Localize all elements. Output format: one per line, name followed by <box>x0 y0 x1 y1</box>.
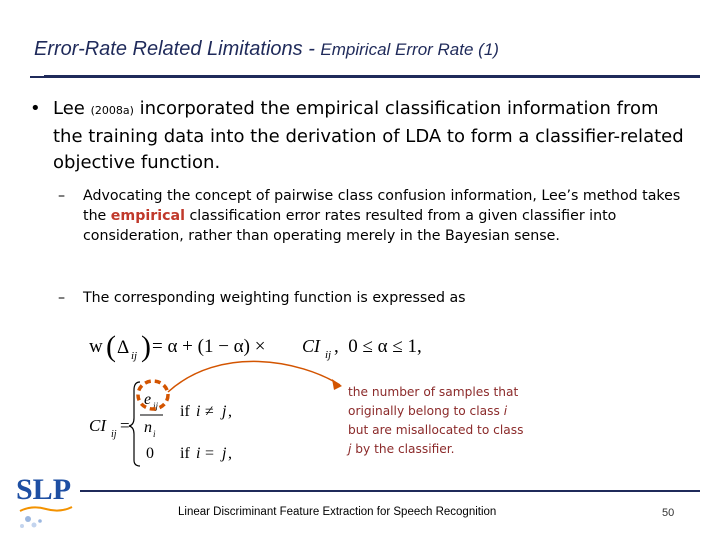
annotation-line-2-text: originally belong to class <box>348 404 504 418</box>
svg-text:j: j <box>222 445 227 462</box>
svg-text:ij: ij <box>325 349 332 361</box>
svg-text:if: if <box>180 445 190 462</box>
logo-text: SLP <box>16 473 72 506</box>
svg-text:ij: ij <box>131 350 138 362</box>
slide-title-sub: Empirical Error Rate (1) <box>320 40 499 59</box>
sub-bullet-marker: – <box>58 290 66 306</box>
annotation-arrowhead <box>332 379 342 390</box>
svg-text:,: , <box>228 403 232 420</box>
svg-text:Δ: Δ <box>117 337 130 358</box>
page-number: 50 <box>662 507 675 519</box>
svg-text:0: 0 <box>146 445 154 462</box>
svg-text:ij: ij <box>111 429 117 440</box>
annotation-var-i: i <box>503 404 508 418</box>
annotation-line-1: the number of samples that <box>348 385 519 399</box>
annotation-line-3: but are misallocated to class <box>348 423 524 437</box>
sub-bullet-1-after: classification error rates resulted from a given classifier into consideration, rather than operating merely in the Bayesian sense. <box>83 208 617 244</box>
svg-text:,: , <box>228 445 232 462</box>
svg-text:≠: ≠ <box>205 403 214 420</box>
weighting-function-formula <box>89 330 422 363</box>
bullet-marker: • <box>30 98 41 119</box>
sub-bullet-1-before: Advocating the concept of pairwise class confusion information, Lee’s method takes the <box>83 188 681 224</box>
footer-rule <box>80 490 700 492</box>
svg-text:, 0 ≤ α ≤ 1,: , 0 ≤ α ≤ 1, <box>334 336 422 357</box>
svg-text:n: n <box>144 419 152 436</box>
svg-text:=: = <box>205 445 215 462</box>
svg-text:(: ( <box>106 330 116 363</box>
svg-text:i: i <box>196 403 201 420</box>
annotation-var-j: j <box>348 442 352 456</box>
bullet-1-year: (2008a) <box>90 104 134 117</box>
annotation-line-4-text: by the classifier. <box>351 442 455 456</box>
highlight-empirical: empirical <box>110 208 185 224</box>
svg-text:i: i <box>153 429 156 439</box>
annotation-line-4 <box>348 440 548 459</box>
svg-text:=: = <box>120 416 130 435</box>
slide-title-main: Error-Rate Related Limitations - <box>34 38 321 60</box>
ci-definition-formula <box>89 382 232 466</box>
svg-text:ij: ij <box>153 401 159 411</box>
svg-text:j: j <box>222 403 227 420</box>
annotation-note <box>348 383 548 459</box>
svg-text:e: e <box>144 391 152 408</box>
annotation-arrow <box>168 361 340 392</box>
footer-text: Linear Discriminant Feature Extraction for Speech Recognition <box>178 506 497 518</box>
slp-logo <box>14 463 76 533</box>
svg-text:= α + (1 − α) ×: = α + (1 − α) × <box>152 336 266 357</box>
svg-text:CI: CI <box>89 416 106 435</box>
svg-text:i: i <box>196 445 201 462</box>
svg-text:): ) <box>141 330 151 363</box>
annotation-line-2 <box>348 402 548 421</box>
svg-text:CI: CI <box>302 336 320 356</box>
sub-bullet-2-text: The corresponding weighting function is expressed as <box>83 290 466 306</box>
svg-text:if: if <box>180 403 190 420</box>
bullet-1-author: Lee <box>53 98 91 119</box>
sub-bullet-marker: – <box>58 188 66 204</box>
bullet-1-body: incorporated the empirical classification information from the training data into the derivation of LDA to form a classifier-related objective function. <box>53 98 684 173</box>
svg-text:w: w <box>89 336 103 357</box>
